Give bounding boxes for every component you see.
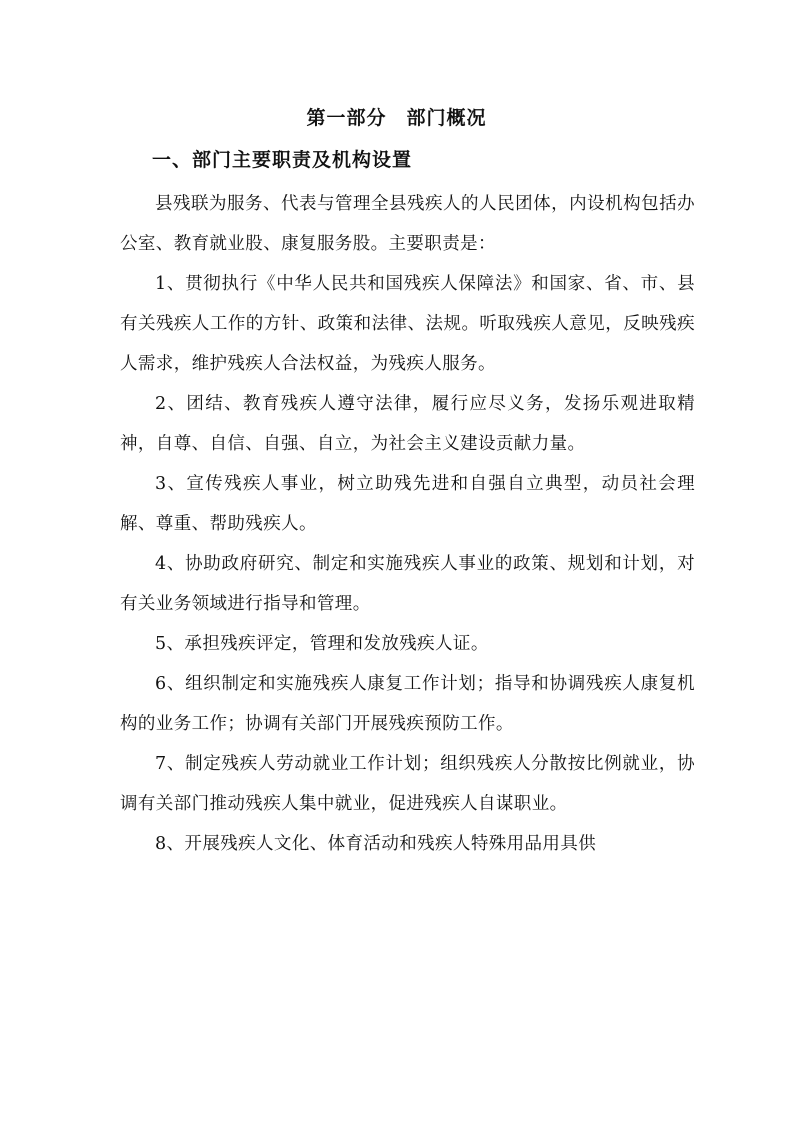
body-text (120, 184, 695, 864)
duty-item-3: 3、宣传残疾人事业，树立助残先进和自强自立典型，动员社会理解、尊重、帮助残疾人。 (120, 474, 695, 534)
section-heading: 一、部门主要职责及机构设置 (152, 149, 413, 171)
duty-item-1: 1、贯彻执行《中华人民共和国残疾人保障法》和国家、省、市、县有关残疾人工作的方针、政策和法律、法规。听取残疾人意见，反映残疾人需求，维护残疾人合法权益，为残疾人服务。 (120, 274, 695, 374)
intro-paragraph: 县残联为服务、代表与管理全县残疾人的人民团体，内设机构包括办公室、教育就业股、康复服务股。主要职责是： (120, 194, 695, 254)
duty-item-6: 6、组织制定和实施残疾人康复工作计划；指导和协调残疾人康复机构的业务工作；协调有关部门开展残疾预防工作。 (120, 674, 695, 734)
duty-item-2: 2、团结、教育残疾人遵守法律，履行应尽义务，发扬乐观进取精神，自尊、自信、自强、自立，为社会主义建设贡献力量。 (120, 394, 695, 454)
duty-item-4: 4、协助政府研究、制定和实施残疾人事业的政策、规划和计划，对有关业务领域进行指导和管理。 (120, 554, 695, 614)
page-title: 第一部分 部门概况 (306, 107, 487, 129)
duty-item-8: 8、开展残疾人文化、体育活动和残疾人特殊用品用具供 (155, 834, 597, 854)
duty-item-5: 5、承担残疾评定，管理和发放残疾人证。 (155, 634, 489, 654)
duty-item-7: 7、制定残疾人劳动就业工作计划；组织残疾人分散按比例就业，协调有关部门推动残疾人集中就业，促进残疾人自谋职业。 (120, 754, 695, 814)
